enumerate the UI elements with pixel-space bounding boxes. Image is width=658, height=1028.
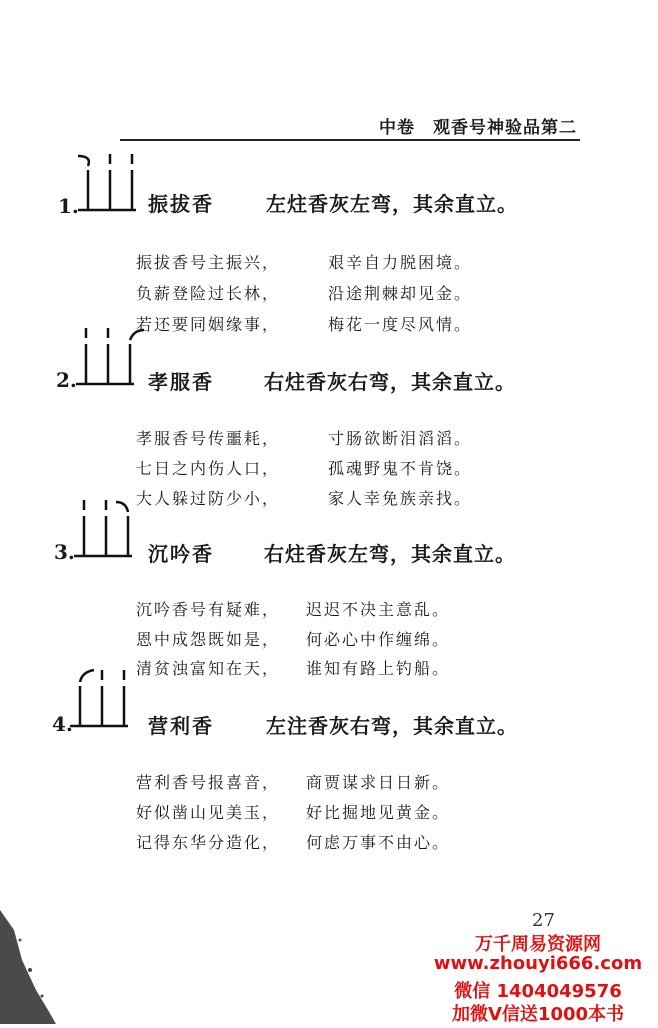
page-number: 27 <box>532 910 555 931</box>
poem-line-right: 梅花一度尽风情。 <box>328 315 473 334</box>
entry-name: 振拔香 <box>148 192 214 216</box>
poem-line-right: 艰辛自力脱困境。 <box>328 253 473 272</box>
poem-line-right: 何必心中作缠绵。 <box>306 630 451 649</box>
poem-line-right: 迟迟不决主意乱。 <box>306 600 451 619</box>
poem-line-left: 沉吟香号有疑难， <box>136 600 281 619</box>
poem-line-right: 家人幸免族亲找。 <box>328 489 473 508</box>
poem-line-right: 寸肠欲断泪滔滔。 <box>328 429 473 448</box>
entry-name: 营利香 <box>148 714 214 738</box>
page-header: 中卷 观香号神验品第二 <box>379 118 577 138</box>
poem-line-right: 好比掘地见黄金。 <box>306 803 451 822</box>
entry-number: 3. <box>54 540 75 564</box>
poem-line-left: 振拔香号主振兴， <box>136 253 281 272</box>
poem-line-right: 孤魂野鬼不肯饶。 <box>328 459 473 478</box>
entry-description: 左注香灰右弯，其余直立。 <box>266 714 518 738</box>
poem-line-left: 清贫浊富知在天， <box>136 659 281 678</box>
entry-name: 孝服香 <box>148 370 214 394</box>
incense-sticks-icon <box>70 494 150 564</box>
entry-description: 左炷香灰左弯，其余直立。 <box>266 192 518 216</box>
entry-description: 右炷香灰右弯，其余直立。 <box>264 370 516 394</box>
poem-line-left: 好似凿山见美玉， <box>136 803 281 822</box>
entry-number: 4. <box>52 712 73 736</box>
poem-line-left: 恩中成怨既如是， <box>136 630 281 649</box>
incense-sticks-icon <box>74 148 154 218</box>
watermark-line: www.zhouyi666.com <box>433 953 643 974</box>
poem-line-right: 何虑万事不由心。 <box>306 833 451 852</box>
incense-sticks-icon <box>72 322 152 392</box>
entry-number: 2. <box>56 368 77 392</box>
poem-line-left: 七日之内伤人口， <box>136 459 281 478</box>
poem-line-left: 孝服香号传噩耗， <box>136 429 281 448</box>
watermark-line: 万千周易资源网 <box>475 934 601 955</box>
entry-description: 右炷香灰左弯，其余直立。 <box>264 542 516 566</box>
poem-line-left: 大人躲过防少小， <box>136 489 281 508</box>
scan-smudge <box>0 900 60 1024</box>
poem-line-left: 若还要同姻缘事， <box>136 315 281 334</box>
poem-line-right: 沿途荆棘却见金。 <box>328 284 473 303</box>
entry-name: 沉吟香 <box>148 542 214 566</box>
poem-line-left: 记得东华分造化， <box>136 833 281 852</box>
watermark-line: 加微V信送1000本书 <box>451 1004 625 1025</box>
poem-line-right: 商贾谋求日日新。 <box>306 773 451 792</box>
poem-line-left: 营利香号报喜音， <box>136 773 281 792</box>
poem-line-right: 谁知有路上钓船。 <box>306 659 451 678</box>
entry-number: 1. <box>58 194 79 218</box>
poem-line-left: 负薪登险过长林， <box>136 284 281 303</box>
watermark-line: 微信 1404049576 <box>454 981 622 1002</box>
incense-sticks-icon <box>66 664 146 734</box>
header-rule <box>120 139 580 141</box>
